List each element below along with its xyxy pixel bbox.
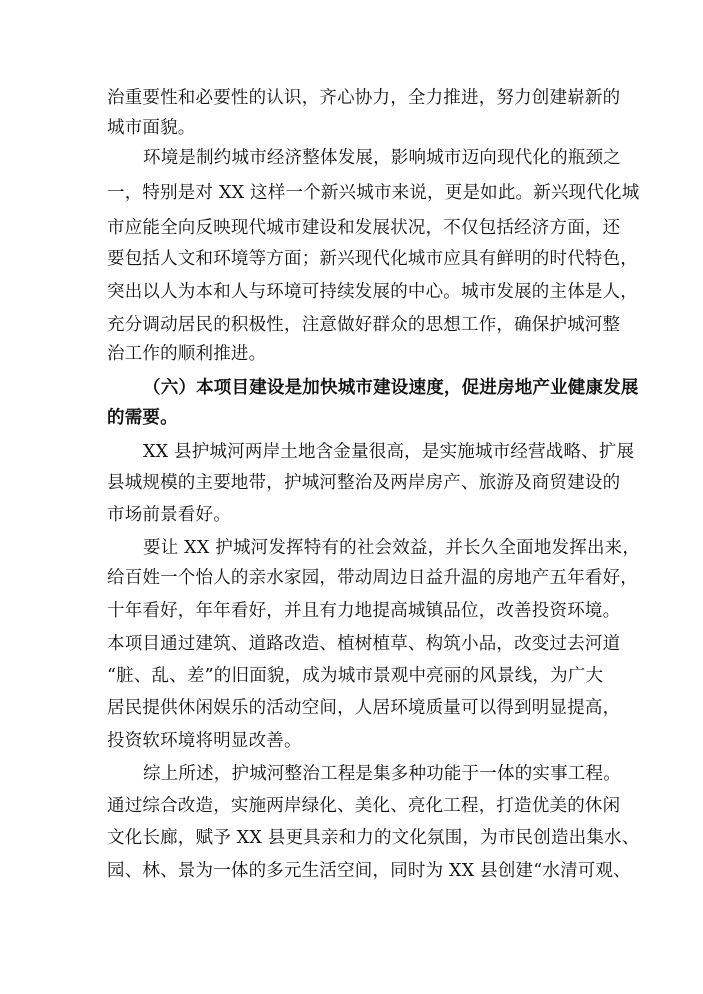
text-line: 一，特别是对 XX 这样一个新兴城市来说，更是如此。新兴现代化城 [107, 183, 640, 203]
text-line: 园、林、景为一体的多元生活空间，同时为 XX 县创建“水清可观、 [107, 861, 631, 881]
text-line: 本项目通过建筑、道路改造、植树植草、构筑小品，改变过去河道 [107, 634, 621, 654]
paragraph-start-line: XX 县护城河两岸土地含金量很高，是实施城市经营战略、扩展 [143, 442, 635, 462]
text-line: 治工作的顺利推进。 [107, 344, 267, 364]
text-line: 投资软环境将明显改善。 [107, 731, 302, 751]
text-line: 给百姓一个怡人的亲水家园，带动周边日益升温的房地产五年看好， [107, 568, 638, 588]
text-line: 市应能全向反映现代城市建设和发展状况，不仅包括经济方面，还 [107, 218, 621, 238]
paragraph-start-line: 综上所述，护城河整治工程是集多种功能于一体的实事工程。 [143, 764, 621, 784]
section-heading-line: （六）本项目建设是加快城市建设速度，促进房地产业健康发展 [143, 378, 639, 398]
paragraph-start-line: 环境是制约城市经济整体发展，影响城市迈向现代化的瓶颈之 [143, 148, 621, 168]
text-line: 治重要性和必要性的认识，齐心协力，全力推进，努力创建崭新的 [107, 88, 621, 108]
text-line: 居民提供休闲娱乐的活动空间，人居环境质量可以得到明显提高， [107, 698, 621, 718]
text-line: 突出以人为本和人与环境可持续发展的中心。城市发展的主体是人， [107, 282, 638, 302]
text-line: “脏、乱、差”的旧面貌，成为城市景观中亮丽的风景线，为广大 [107, 666, 604, 686]
text-line: 充分调动居民的积极性，注意做好群众的思想工作，确保护城河整 [107, 315, 621, 335]
text-line: 城市面貌。 [107, 118, 196, 138]
text-line: 市场前景看好。 [107, 505, 231, 525]
text-line: 通过综合改造，实施两岸绿化、美化、亮化工程，打造优美的休闲 [107, 796, 621, 816]
section-heading-line: 的需要。 [107, 408, 178, 428]
text-line: 县城规模的主要地带，护城河整治及两岸房产、旅游及商贸建设的 [107, 473, 621, 493]
paragraph-start-line: 要让 XX 护城河发挥特有的社会效益，并长久全面地发挥出来， [143, 538, 641, 558]
text-line: 文化长廊，赋予 XX 县更具亲和力的文化氛围，为市民创造出集水、 [107, 828, 640, 848]
text-line: 要包括人文和环境等方面；新兴现代化城市应具有鲜明的时代特色， [107, 249, 638, 269]
text-line: 十年看好，年年看好，并且有力地提高城镇品位，改善投资环境。 [107, 601, 621, 621]
